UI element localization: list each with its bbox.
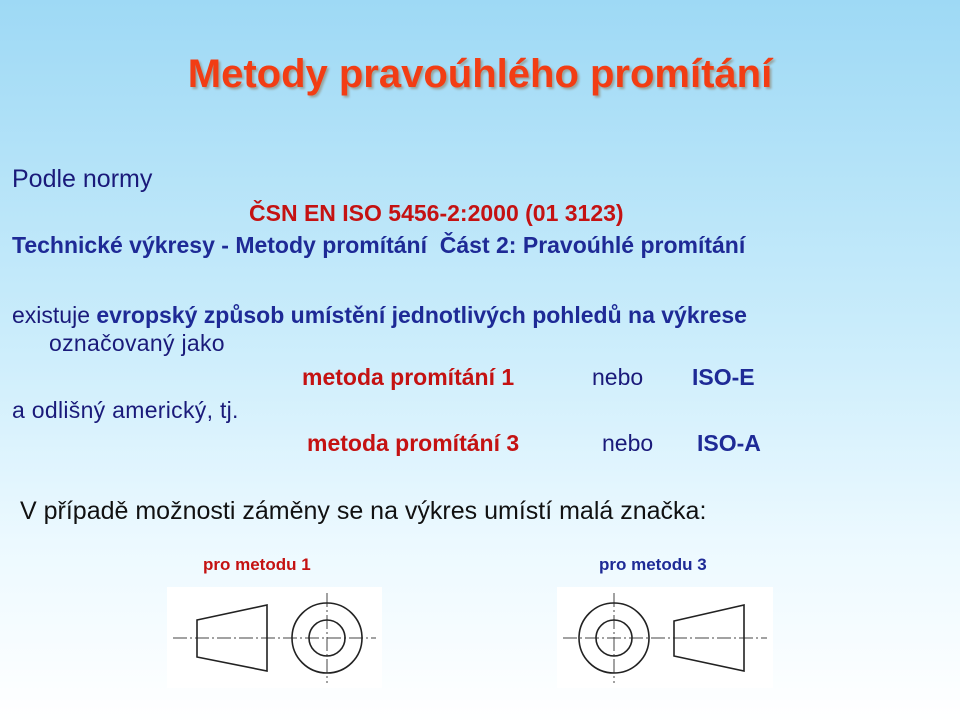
method3-iso: ISO-A: [697, 430, 761, 456]
standard-name: Technické výkresy - Metody promítání Část 2: Pravoúhlé promítání: [12, 232, 746, 258]
method1-iso: ISO-E: [692, 364, 755, 390]
standard-code: ČSN EN ISO 5456-2:2000 (01 3123): [249, 200, 624, 226]
method1-label: metoda promítání 1: [302, 364, 515, 390]
european-prefix: existuje: [12, 302, 97, 328]
designated-as-text: označovaný jako: [49, 330, 225, 356]
method3-or: nebo: [602, 430, 654, 456]
third-angle-projection-symbol: [557, 587, 773, 688]
symbol-method3: [557, 587, 773, 688]
american-method-line: a odlišný americký, tj.: [12, 397, 239, 423]
symbol1-caption: pro metodu 1: [203, 555, 311, 574]
method1-or: nebo: [592, 364, 644, 390]
norm-label: Podle normy: [12, 165, 153, 193]
method3-label: metoda promítání 3: [307, 430, 520, 456]
slide-title: Metody pravoúhlého promítání: [187, 52, 773, 96]
european-method-text: evropský způsob umístění jednotlivých pohledů na výkrese: [96, 302, 747, 328]
symbol3-caption: pro metodu 3: [599, 555, 707, 574]
confusion-note: V případě možnosti záměny se na výkres umístí malá značka:: [20, 497, 707, 525]
european-method-line: [12, 302, 747, 329]
first-angle-projection-symbol: [167, 587, 382, 688]
symbol-method1: [167, 587, 382, 688]
